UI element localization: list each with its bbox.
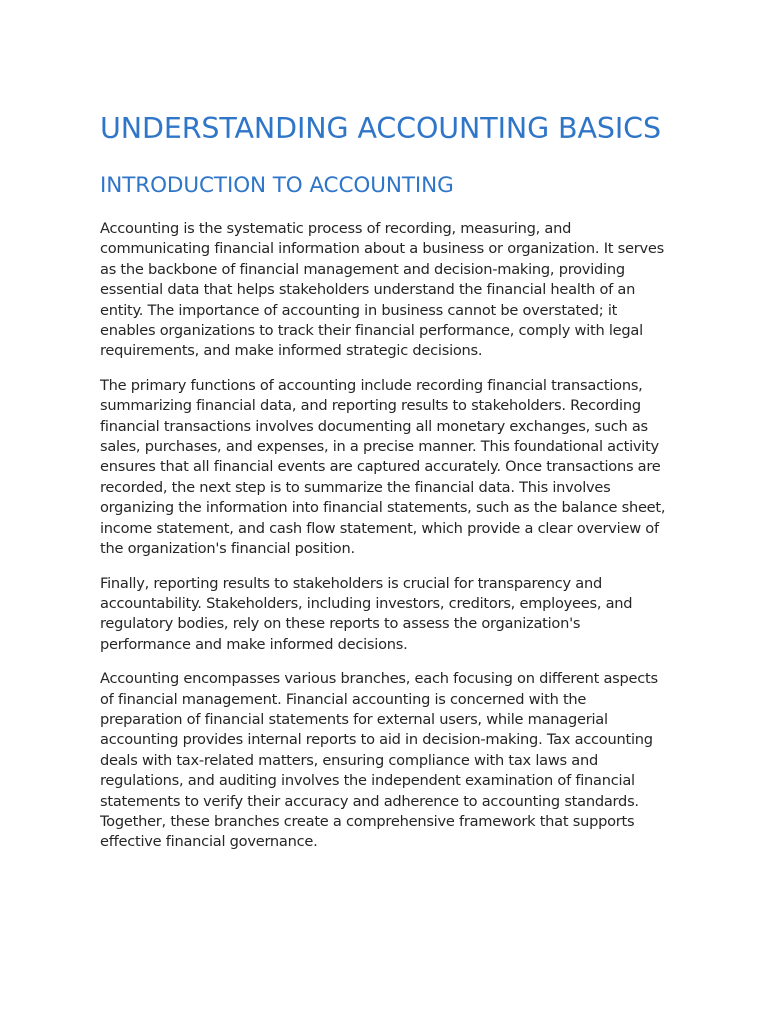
paragraph-intro: Accounting is the systematic process of recording, measuring, and communicating financial information about a business or organization. It serves as the backbone of financial management and decision-making, providing essential data that helps stakeholders understand the financial health of an entity. The importance of accounting in business cannot be overstated; it enables organizations to track their financial performance, comply with legal requirements, and make informed strategic decisions.: [100, 220, 664, 360]
document-page: [100, 108, 672, 853]
document-title: UNDERSTANDING ACCOUNTING BASICS: [100, 112, 661, 145]
section-heading: INTRODUCTION TO ACCOUNTING: [100, 173, 454, 198]
paragraph-reporting: Finally, reporting results to stakeholders is crucial for transparency and accountability. Stakeholders, including investors, creditors, employees, and regulatory bodies, rely on these reports to assess the organization's performance and make informed decisions.: [100, 574, 633, 653]
paragraph-functions: The primary functions of accounting include recording financial transactions, summarizing financial data, and reporting results to stakeholders. Recording financial transactions involves documenting all monetary exchanges, such as sales, purchases, and expenses, in a precise manner. This foundational activity ensures that all financial events are captured accurately. Once transactions are recorded, the next step is to summarize the financial data. This involves organizing the information into financial statements, such as the balance sheet, income statement, and cash flow statement, which provide a clear overview of the organization's financial position.: [100, 376, 666, 558]
paragraph-branches: Accounting encompasses various branches, each focusing on different aspects of financial management. Financial accounting is concerned with the preparation of financial statements for external users, while managerial accounting provides internal reports to aid in decision-making. Tax accounting deals with tax-related matters, ensuring compliance with tax laws and regulations, and auditing involves the independent examination of financial statements to verify their accuracy and adherence to accounting standards. Together, these branches create a comprehensive framework that supports effective financial governance.: [100, 670, 658, 851]
